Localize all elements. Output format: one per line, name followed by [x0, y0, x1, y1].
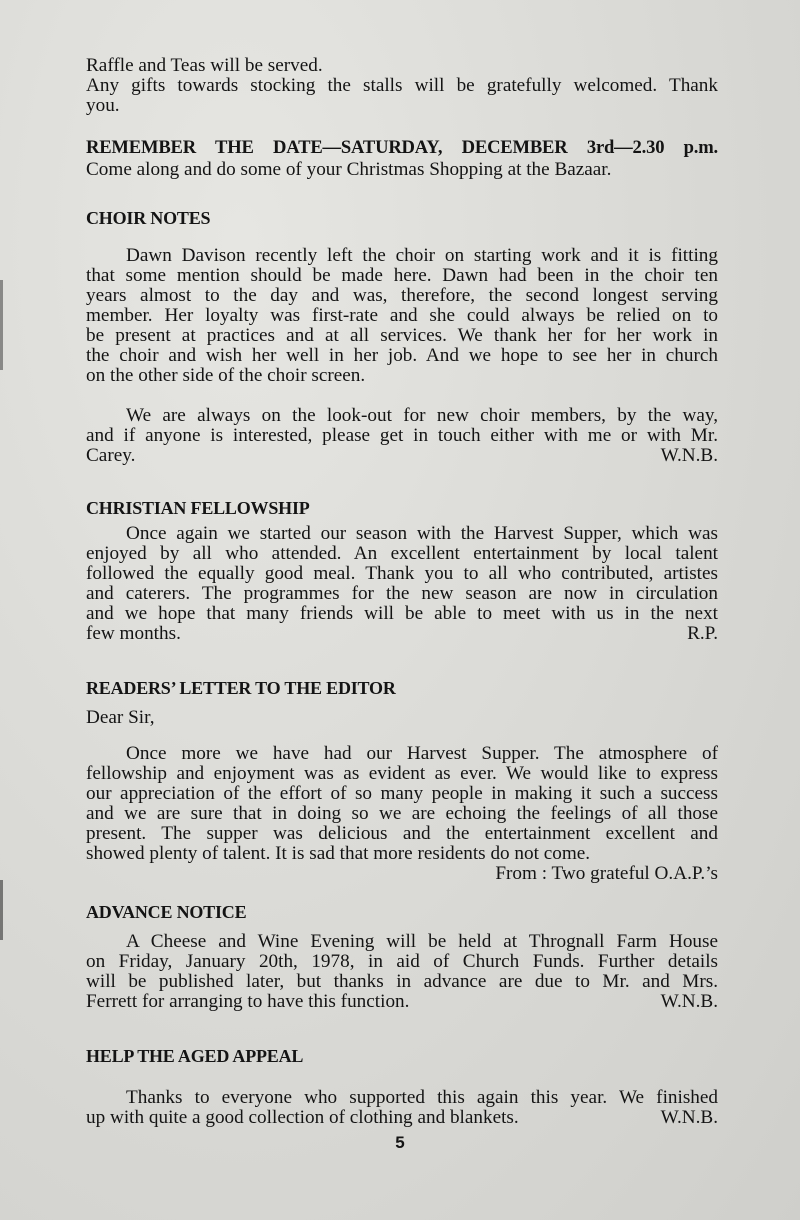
signature: W.N.B. [660, 991, 718, 1012]
text-line: fellowship and enjoyment was as evident as ever. We would like to express [86, 763, 718, 784]
choir-paragraph-2 [86, 406, 718, 466]
intro-line: Any gifts towards stocking the stalls will be gratefully welcomed. Thank [86, 75, 718, 96]
text-line: on the other side of the choir screen. [86, 365, 366, 386]
aged-heading: HELP THE AGED APPEAL [86, 1046, 304, 1066]
fellowship-heading: CHRISTIAN FELLOWSHIP [86, 498, 310, 518]
advance-section [86, 902, 718, 1012]
text-line: enjoyed by all who attended. An excellent entertainment by local talent [86, 543, 718, 564]
text-line: few months. [86, 623, 181, 644]
remember-heading: REMEMBER THE DATE—SATURDAY, DECEMBER 3rd—2.30 p.m. [86, 137, 718, 158]
advance-heading: ADVANCE NOTICE [86, 902, 247, 922]
advance-paragraph [86, 932, 718, 1012]
text-line: be present at practices and at all services. We thank her for her work in [86, 325, 718, 346]
text-line: years almost to the day and was, therefore, the second longest serving [86, 285, 718, 306]
signature: R.P. [687, 623, 718, 644]
letter-signature: From : Two grateful O.A.P.’s [495, 863, 718, 884]
fellowship-section [86, 498, 718, 644]
choir-paragraph-1 [86, 246, 718, 386]
signature-row [86, 446, 718, 466]
signature-row [86, 1108, 718, 1128]
text-line: will be published later, but thanks in advance are due to Mr. and Mrs. [86, 971, 718, 992]
text-line: member. Her loyalty was first-rate and she could always be relied on to [86, 305, 718, 326]
text-line: Once more we have had our Harvest Supper. The atmosphere of [126, 743, 718, 764]
text-line: and we are sure that in doing so we are echoing the feelings of all those [86, 803, 718, 824]
choir-section [86, 208, 718, 466]
text-line: our appreciation of the effort of so many people in making it such a success [86, 783, 718, 804]
signature: W.N.B. [660, 445, 718, 466]
text-line: present. The supper was delicious and the entertainment excellent and [86, 823, 718, 844]
text-line: the choir and wish her well in her job. And we hope to see her in church [86, 345, 718, 366]
page-edge-mark [0, 280, 3, 370]
text-line: Thanks to everyone who supported this again this year. We finished [126, 1087, 718, 1108]
letter-section [86, 678, 718, 884]
signature-row [86, 624, 718, 644]
choir-heading: CHOIR NOTES [86, 208, 211, 228]
aged-paragraph [86, 1088, 718, 1128]
aged-section [86, 1046, 718, 1128]
remember-text: Come along and do some of your Christmas Shopping at the Bazaar. [86, 159, 612, 180]
text-line: and caterers. The programmes for the new season are now in circulation [86, 583, 718, 604]
signature: W.N.B. [660, 1107, 718, 1128]
text-line: up with quite a good collection of clothing and blankets. [86, 1107, 519, 1128]
text-line: A Cheese and Wine Evening will be held at Thrognall Farm House [126, 931, 718, 952]
text-line: showed plenty of talent. It is sad that more residents do not come. [86, 843, 591, 864]
intro-line: you. [86, 95, 120, 116]
signature-row [86, 992, 718, 1012]
text-line: Once again we started our season with the Harvest Supper, which was [126, 523, 718, 544]
intro-line: Raffle and Teas will be served. [86, 55, 323, 76]
salutation: Dear Sir, [86, 707, 155, 728]
fellowship-paragraph [86, 524, 718, 644]
remember-section [86, 138, 718, 180]
text-line: that some mention should be made here. Dawn had been in the choir ten [86, 265, 718, 286]
text-line: We are always on the look-out for new choir members, by the way, [126, 405, 718, 426]
page-number: 5 [395, 1133, 405, 1152]
text-line: and we hope that many friends will be able to meet with us in the next [86, 603, 718, 624]
text-line: Carey. [86, 445, 136, 466]
intro-section [86, 56, 718, 116]
page-edge-mark [0, 880, 3, 940]
text-line: followed the equally good meal. Thank you to all who contributed, artistes [86, 563, 718, 584]
text-line: Dawn Davison recently left the choir on starting work and it is fitting [126, 245, 718, 266]
text-line: and if anyone is interested, please get in touch either with me or with Mr. [86, 425, 718, 446]
text-line: Ferrett for arranging to have this function. [86, 991, 410, 1012]
letter-paragraph [86, 744, 718, 884]
text-line: on Friday, January 20th, 1978, in aid of Church Funds. Further details [86, 951, 718, 972]
letter-heading: READERS’ LETTER TO THE EDITOR [86, 678, 396, 698]
